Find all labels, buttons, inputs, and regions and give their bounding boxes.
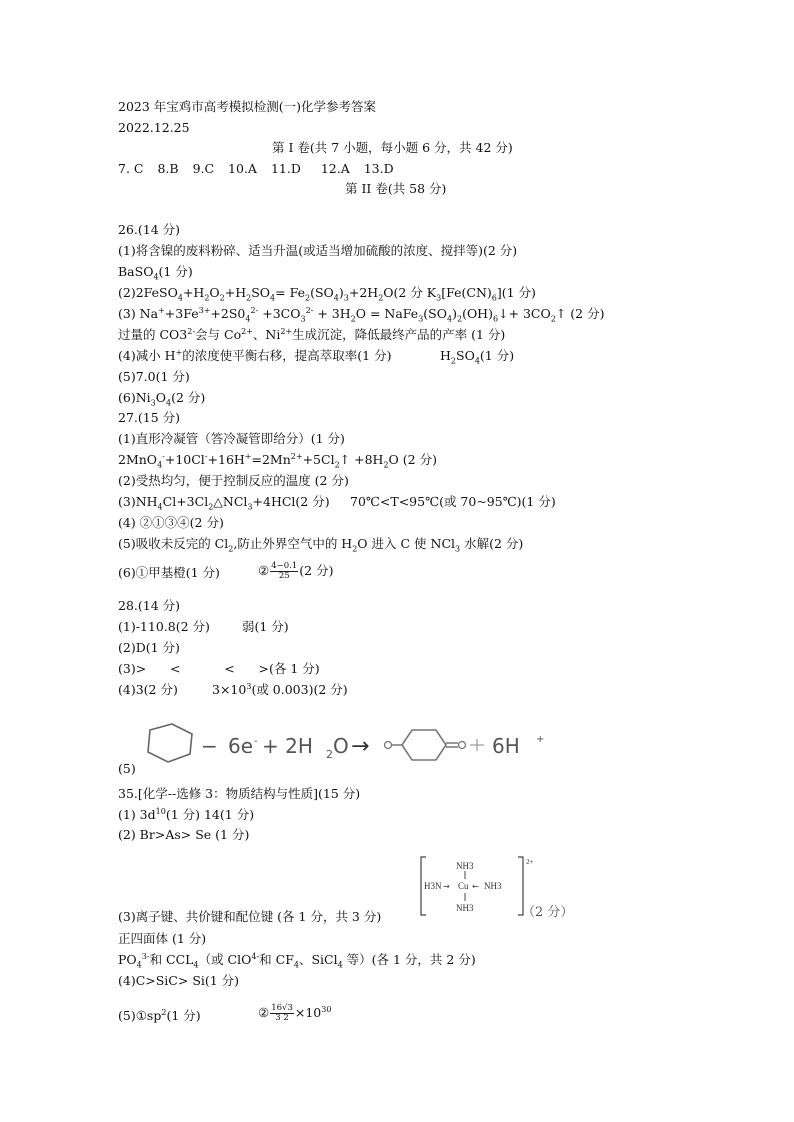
svg-text:NH3: NH3 [484, 881, 502, 891]
q26-line8: $(6)Ni_3O_4(2$ 分) [118, 390, 206, 408]
svg-text:NH3: NH3 [456, 861, 474, 871]
q35-line7b: ② $\frac{16√3}{3 2}$ $\times 10^{30}$ [258, 1003, 332, 1023]
answer-7: 7. C [118, 161, 144, 176]
q28-line1b: 弱(1 分) [242, 619, 289, 634]
q27-line4: $(3)NH_4Cl+3Cl_2\triangle NCl_3+4HCl(2$ 分) [118, 494, 330, 512]
answer-9: 9.C [192, 161, 215, 176]
q28-head: 28.(14 分) [118, 598, 181, 613]
q28-line4: (4)3(2 分) [118, 682, 178, 697]
svg-text:O: O [333, 734, 349, 758]
svg-text:NH3: NH3 [456, 903, 474, 913]
minus-sign: − [201, 734, 218, 758]
answer-13: 13.D [363, 161, 394, 176]
q28-line1: (1)-110.8(2 分) [118, 619, 210, 634]
q26-line5: 过量的 $CO3^{2-}$会与 $Co^{2+}$、$Ni^{2+}$生成沉淀，降低最终产品的产率 (1 分) [118, 326, 506, 342]
q27-line4b: 70℃<T<95℃(或 70~95℃)(1 分) [350, 494, 556, 509]
doc-title: 2023 年宝鸡市高考模拟检测(一)化学参考答案 [118, 99, 377, 114]
part2-heading: 第 II 卷(共 58 分) [345, 181, 447, 196]
q28-line5: (5) [118, 761, 136, 776]
svg-text:→: → [443, 882, 450, 891]
q26-line4: (3) $Na^++3Fe^{3+}+2S0_4^{2-} +3CO_3^{2-} + 3H_2O$ = $NaFe_3(SO_4)_2(OH)_6↓+$ $3CO_2↑$ (2 分) [118, 305, 605, 324]
answer-11: 11.D [270, 161, 301, 176]
answer-10: 10.A [228, 161, 257, 176]
q26-line6b: $H_2SO_4(1$ 分) [440, 348, 515, 366]
q28-line4b: $3\times 10^3$(或 0.003)(2 分) [212, 681, 348, 697]
q26-line2: BaSO$_4$(1 分) [118, 264, 193, 282]
cyclohexane-ring-icon [402, 730, 446, 760]
q35-head: 35.[化学--选修 3：物质结构与性质](15 分) [118, 786, 361, 801]
cyclohexane-ring-icon [148, 724, 192, 762]
q26-line1: (1)将含镍的废料粉碎、适当升温(或适当增加硫酸的浓度、搅拌等)(2 分) [118, 243, 518, 258]
svg-text:-: - [254, 736, 258, 747]
q35-line6: (4)C>SiC> Si(1 分) [118, 973, 240, 988]
q27-line7b: ② $\frac{4-0.1}{25}$ (2 分) [258, 561, 334, 581]
q28-line3: (3)> < < >(各 1 分) [118, 661, 320, 676]
q27-line1: (1)直形冷凝管（答冷凝管即给分）(1 分) [118, 431, 345, 446]
oxygen-atom-icon [459, 742, 466, 749]
q26-line6: (4)减小 H+的浓度使平衡右移，提高萃取率(1 分) [118, 347, 392, 363]
q27-line2: $2MnO_4^-+10Cl^-+16H^+=2Mn^{2+}+5Cl_2↑ +8H_2O$ (2 分) [118, 451, 437, 470]
q35-line2: (2) Br>As> Se (1 分) [118, 827, 250, 842]
q35-line5: $PO_4^{3-}$和 $CCL_4$（或 ClO$^{4-}$和 $CF_4$、SiCl$_4$ 等）(各 1 分，共 2 分) [118, 951, 476, 970]
q26-head: 26.(14 分) [118, 222, 181, 237]
q35-line3: (3)离子键、共价键和配位键 (各 1 分，共 3 分) [118, 909, 382, 924]
q35-line4: 正四面体 (1 分) [118, 931, 207, 946]
oxygen-atom-icon [385, 742, 392, 749]
doc-date: 2022.12.25 [118, 120, 190, 135]
q26-line7: (5)7.0(1 分) [118, 369, 190, 384]
svg-text:H3N: H3N [424, 881, 442, 891]
q27-head: 27.(15 分) [118, 410, 181, 425]
q26-line3: $(2)2FeSO_4+H_2O_2+H_2SO_4= Fe_2(SO_4)_3+2H_2O(2$ 分 $K_3[Fe(CN)_6](1$ 分) [118, 285, 536, 303]
fraction: $\frac{4-0.1}{25}$ [271, 561, 298, 581]
part1-heading: 第 I 卷(共 7 小题，每小题 6 分，共 42 分) [272, 140, 513, 155]
fraction: $\frac{16√3}{3 2}$ [271, 1003, 293, 1023]
answer-12: 12.A [320, 161, 350, 176]
q35-line1: (1) $3d^{10}(1$ 分) 14(1 分) [118, 806, 255, 822]
water-label: + 2H [262, 734, 313, 758]
q35-line7: $(5)①sp^2(1$ 分) [118, 1007, 201, 1023]
answer-8: 8.B [157, 161, 179, 176]
answer-row [118, 161, 394, 177]
proton-label: 6H [492, 734, 520, 758]
arrow-icon: → [351, 734, 370, 759]
svg-text:+: + [536, 734, 545, 745]
svg-text:2+: 2+ [526, 858, 534, 866]
svg-text:←: ← [472, 882, 479, 891]
q27-line7: (6)①甲基橙(1 分) [118, 565, 220, 580]
electrons-label: 6e [228, 734, 254, 758]
svg-text:2: 2 [326, 748, 333, 761]
q27-line5: (4) ②①③④(2 分) [118, 515, 224, 530]
svg-text:Cu: Cu [458, 881, 469, 891]
complex-score: （2 分） [522, 905, 574, 920]
q27-line6: (5)吸收未反完的 $Cl_2$,防止外界空气中的 $H_2O$ 进入 C 使 NCl$_3$ 水解(2 分) [118, 536, 524, 554]
q28-line2: (2)D(1 分) [118, 640, 180, 655]
q27-line3: (2)受热均匀，便于控制反应的温度 (2 分) [118, 473, 349, 488]
reaction-equation [140, 720, 550, 770]
